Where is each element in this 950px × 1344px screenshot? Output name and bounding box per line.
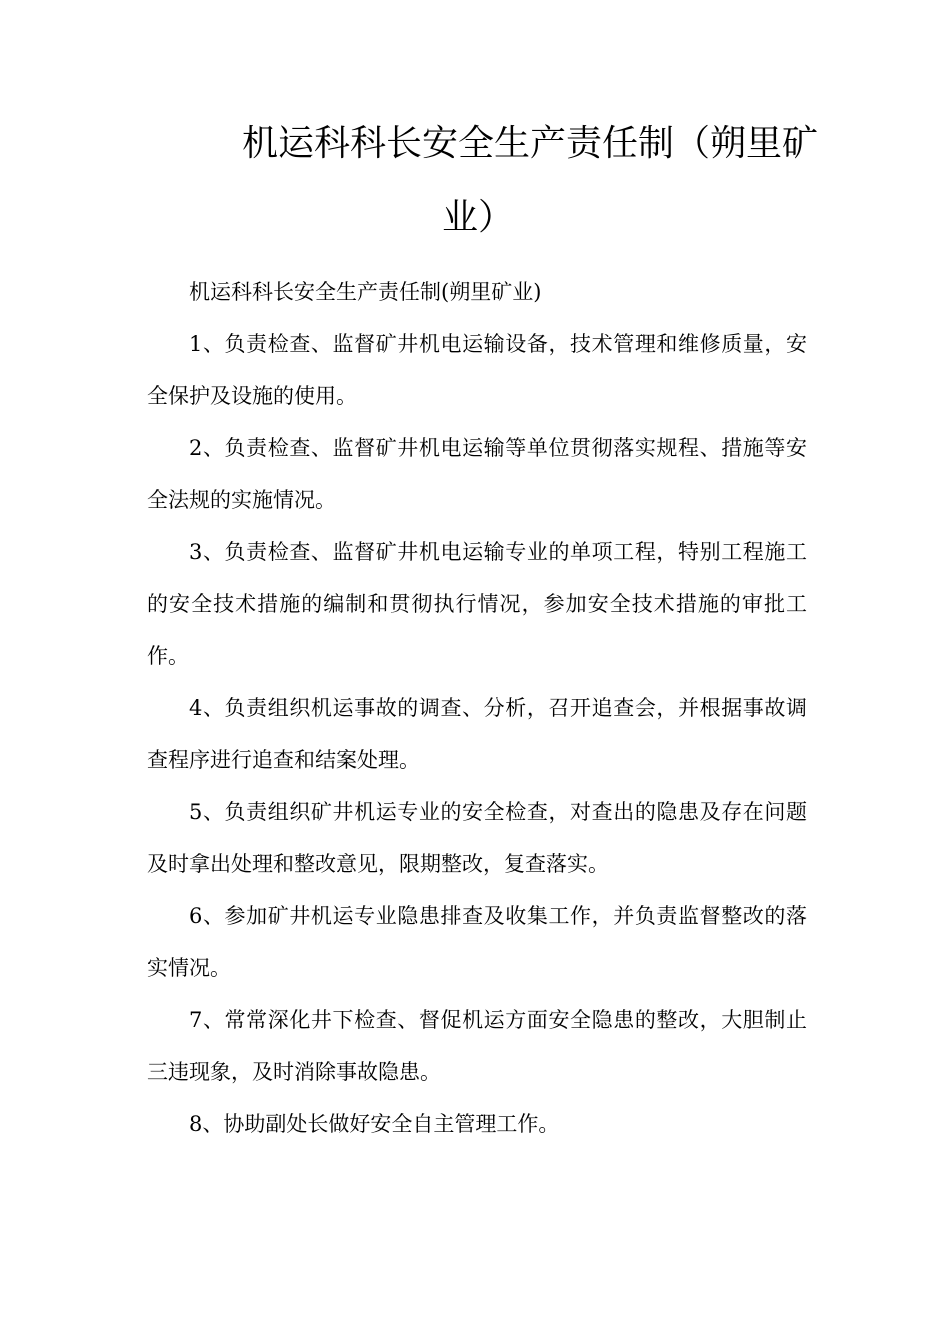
paragraph-5: 5、负责组织矿井机运专业的安全检查，对查出的隐患及存在问题及时拿出处理和整改意见，限期整改，复查落实。 xyxy=(147,800,807,876)
paragraph-2: 2、负责检查、监督矿井机电运输等单位贯彻落实规程、措施等安全法规的实施情况。 xyxy=(147,436,807,512)
document-subtitle: 机运科科长安全生产责任制(朔里矿业) xyxy=(189,280,542,304)
paragraph-3: 3、负责检查、监督矿井机电运输专业的单项工程，特别工程施工的安全技术措施的编制和贯彻执行情况，参加安全技术措施的审批工作。 xyxy=(147,540,807,668)
document-title-line-2: 业） xyxy=(442,197,515,238)
document-title-line-1: 机运科科长安全生产责任制（朔里矿 xyxy=(242,123,819,164)
paragraph-7: 7、常常深化井下检查、督促机运方面安全隐患的整改，大胆制止三违现象，及时消除事故隐患。 xyxy=(147,1008,807,1084)
paragraph-6: 6、参加矿井机运专业隐患排查及收集工作，并负责监督整改的落实情况。 xyxy=(147,904,807,980)
paragraph-8: 8、协助副处长做好安全自主管理工作。 xyxy=(189,1112,560,1136)
paragraph-4: 4、负责组织机运事故的调查、分析，召开追查会，并根据事故调查程序进行追查和结案处理。 xyxy=(147,696,807,772)
document-body xyxy=(147,266,807,1150)
paragraph-1: 1、负责检查、监督矿井机电运输设备，技术管理和维修质量，安全保护及设施的使用。 xyxy=(147,332,807,408)
